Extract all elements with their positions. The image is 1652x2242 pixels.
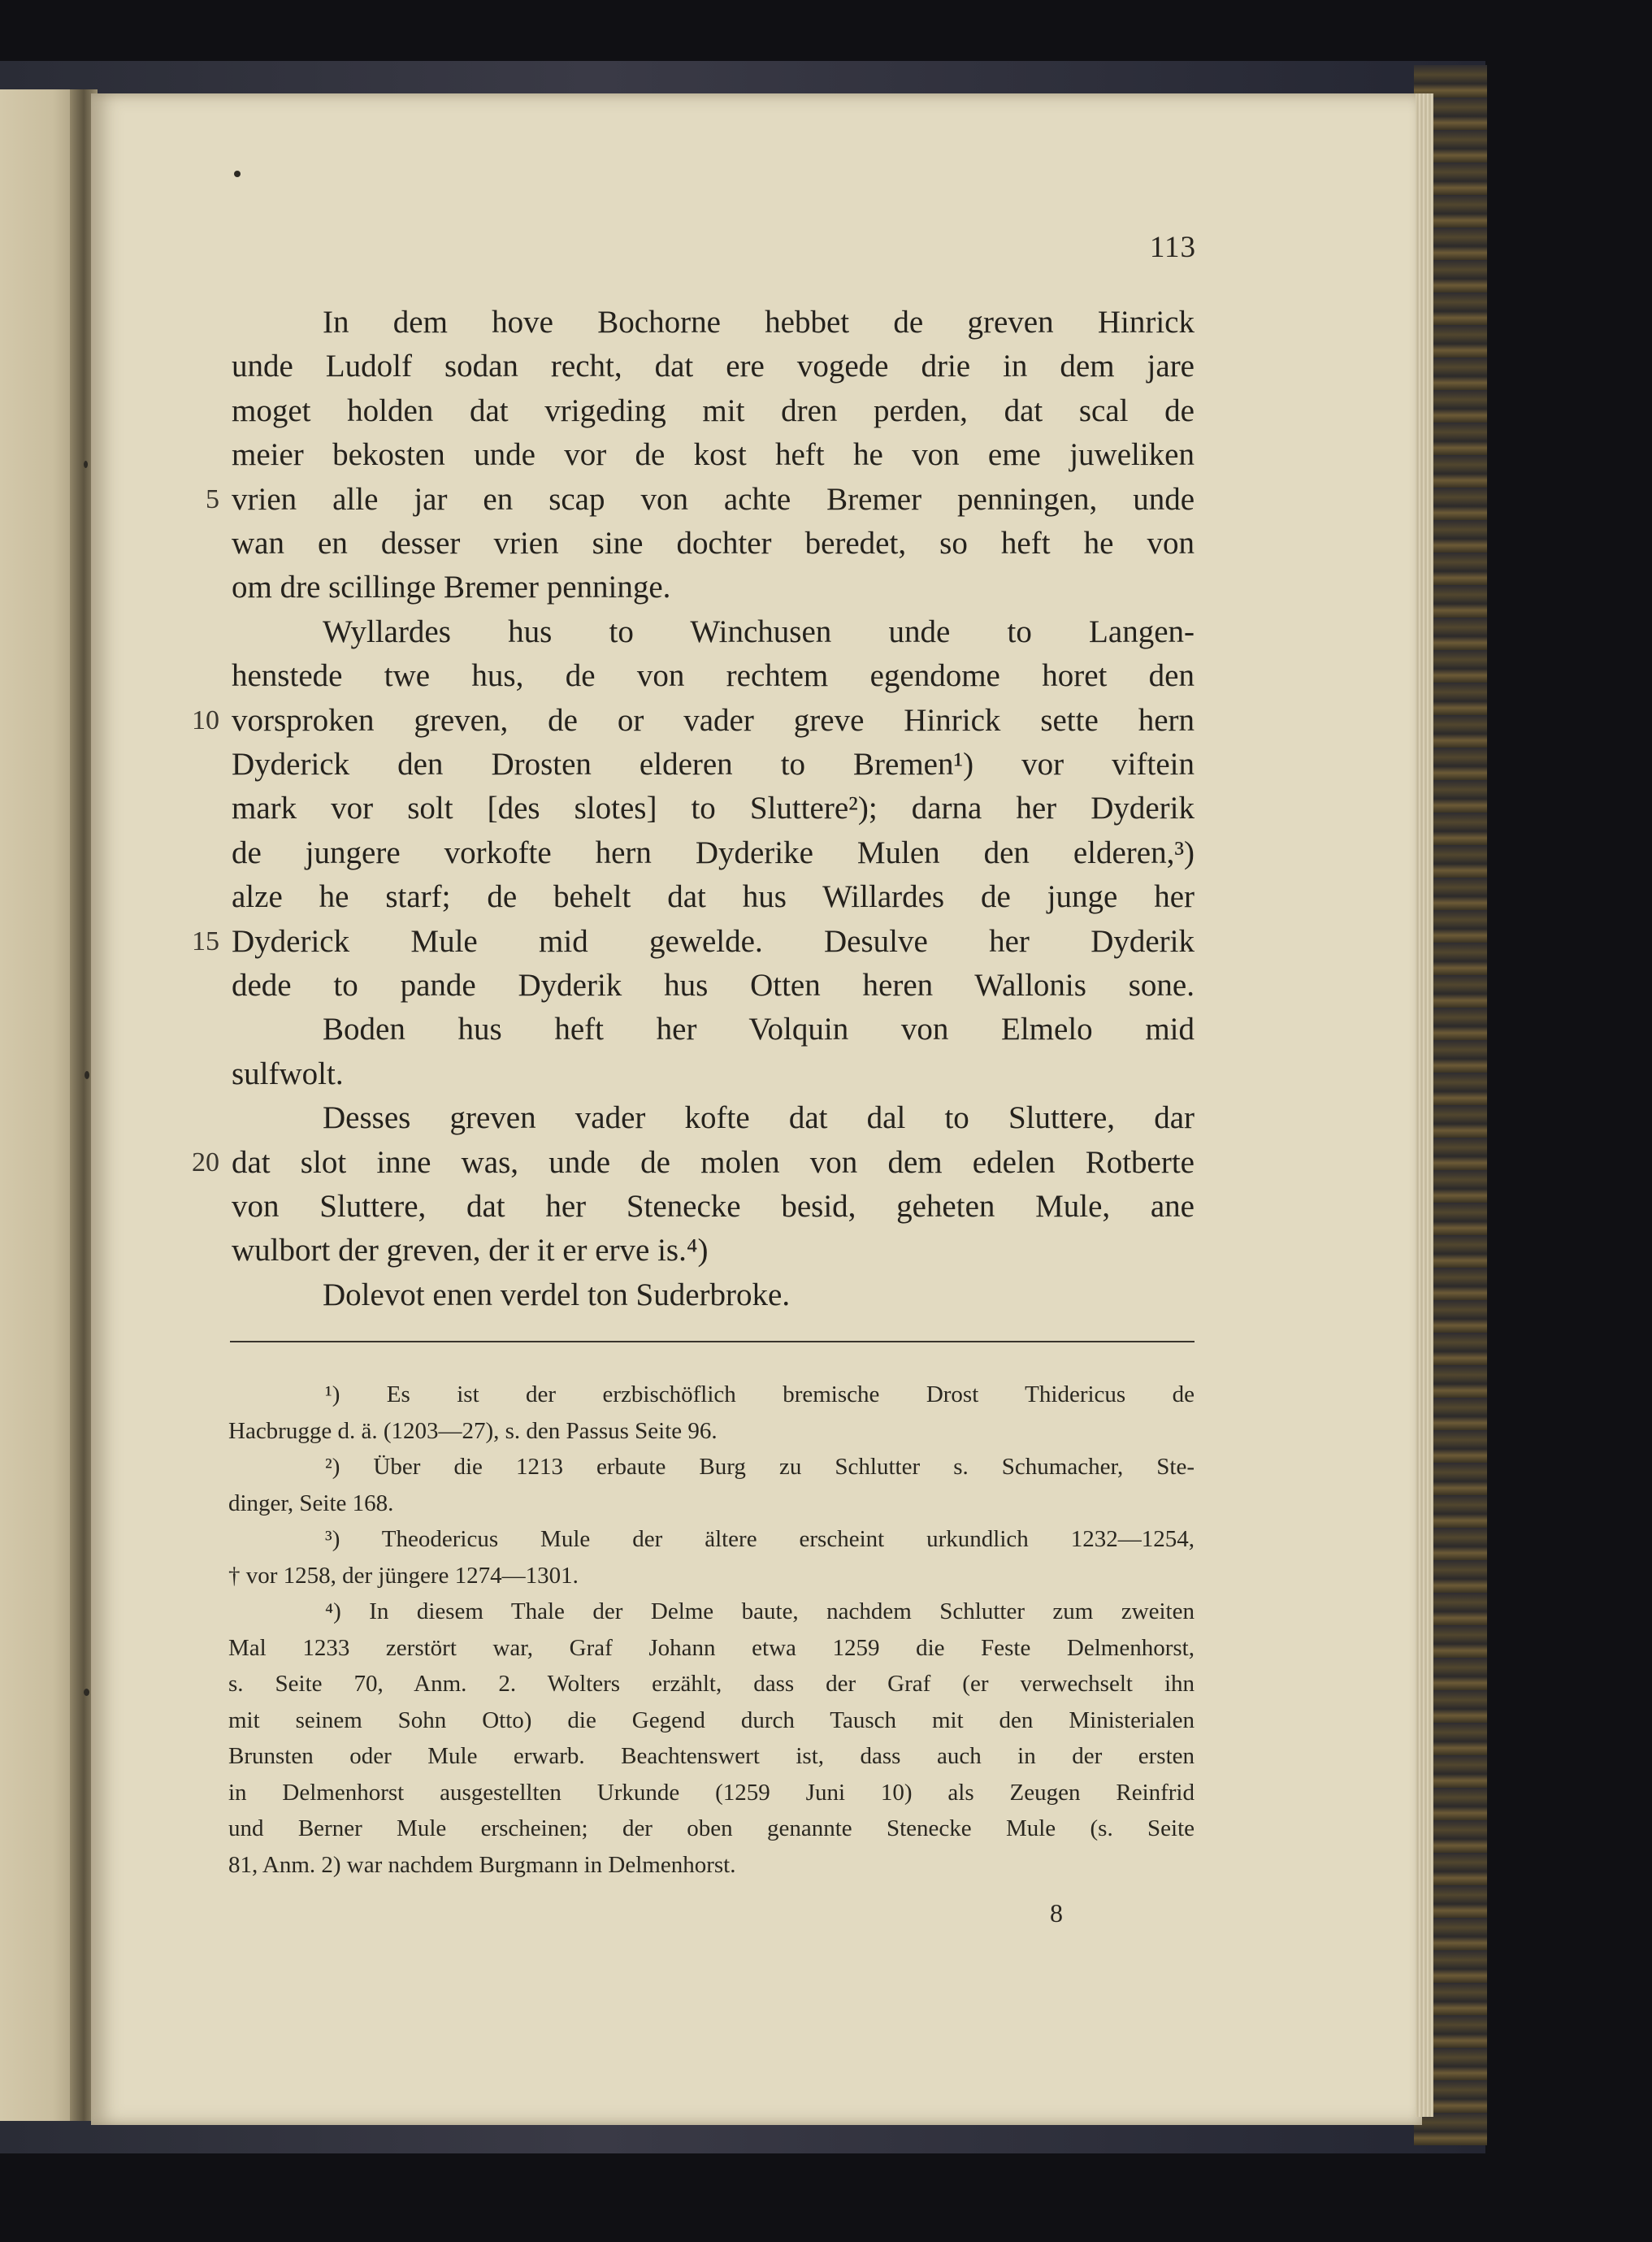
body-line: Dyderick Mule mid gewelde. Desulve her Dyderik bbox=[232, 924, 1195, 959]
body-line: dat slot inne was, unde de molen von dem edelen Rotberte bbox=[232, 1145, 1195, 1180]
ink-speck bbox=[85, 1071, 89, 1079]
body-line: sulfwolt. bbox=[232, 1056, 344, 1091]
body-line: Dolevot enen verdel ton Suderbroke. bbox=[323, 1277, 791, 1312]
body-line: vrien alle jar en scap von achte Bremer penningen, unde bbox=[232, 482, 1195, 517]
page-number: 113 bbox=[1149, 231, 1196, 264]
body-line: henstede twe hus, de von rechtem egendome horet den bbox=[232, 658, 1195, 693]
body-line: moget holden dat vrigeding mit dren perden, dat scal de bbox=[232, 393, 1195, 428]
body-line: de jungere vorkofte hern Dyderike Mulen den elderen,³) bbox=[232, 835, 1195, 870]
footnote-line: † vor 1258, der jüngere 1274—1301. bbox=[228, 1563, 579, 1589]
body-line: In dem hove Bochorne hebbet de greven Hinrick bbox=[323, 305, 1195, 340]
body-line: mark vor solt [des slotes] to Sluttere²); darna her Dyderik bbox=[232, 791, 1195, 826]
footnote-line: ²) Über die 1213 erbaute Burg zu Schlutter s. Schumacher, Ste- bbox=[325, 1454, 1195, 1480]
body-line: Boden hus heft her Volquin von Elmelo mid bbox=[323, 1012, 1195, 1047]
footnote-line: Brunsten oder Mule erwarb. Beachtenswert ist, dass auch in der ersten bbox=[228, 1743, 1195, 1769]
line-number: 5 bbox=[206, 484, 219, 514]
footnote-line: ³) Theodericus Mule der ältere erscheint urkundlich 1232—1254, bbox=[325, 1526, 1195, 1552]
page-block-edge bbox=[1416, 93, 1433, 2117]
footnote-rule bbox=[230, 1341, 1195, 1342]
line-number: 20 bbox=[192, 1147, 219, 1177]
body-line: unde Ludolf sodan recht, dat ere vogede drie in dem jare bbox=[232, 349, 1195, 384]
body-line: vorsproken greven, de or vader greve Hinrick sette hern bbox=[232, 703, 1195, 738]
left-page-edge bbox=[0, 89, 81, 2121]
line-number: 15 bbox=[192, 926, 219, 956]
footnote-line: 81, Anm. 2) war nachdem Burgmann in Delmenhorst. bbox=[228, 1852, 736, 1878]
footnote-line: s. Seite 70, Anm. 2. Wolters erzählt, dass der Graf (er verwechselt ihn bbox=[228, 1671, 1195, 1697]
signature-mark: 8 bbox=[1050, 1898, 1063, 1928]
body-line: Dyderick den Drosten elderen to Bremen¹) vor viftein bbox=[232, 747, 1195, 782]
body-line: om dre scillinge Bremer penninge. bbox=[232, 570, 671, 605]
footnote-line: dinger, Seite 168. bbox=[228, 1490, 394, 1516]
body-line: Desses greven vader kofte dat dal to Sluttere, dar bbox=[323, 1100, 1195, 1135]
body-line: von Sluttere, dat her Stenecke besid, geheten Mule, ane bbox=[232, 1189, 1195, 1224]
footnote-line: Mal 1233 zerstört war, Graf Johann etwa 1259 die Feste Delmenhorst, bbox=[228, 1635, 1195, 1661]
body-line: wan en desser vrien sine dochter beredet, so heft he von bbox=[232, 526, 1195, 561]
body-line: Wyllardes hus to Winchusen unde to Langen- bbox=[323, 614, 1195, 649]
line-number: 10 bbox=[192, 705, 219, 735]
footnote-line: ¹) Es ist der erzbischöflich bremische Drost Thidericus de bbox=[325, 1381, 1195, 1407]
ink-speck bbox=[234, 171, 241, 177]
footnote-line: Hacbrugge d. ä. (1203—27), s. den Passus Seite 96. bbox=[228, 1418, 718, 1444]
footnote-line: und Berner Mule erscheinen; der oben genannte Stenecke Mule (s. Seite bbox=[228, 1815, 1195, 1841]
ink-speck bbox=[84, 1689, 89, 1696]
ink-speck bbox=[84, 461, 88, 468]
body-line: wulbort der greven, der it er erve is.⁴) bbox=[232, 1233, 709, 1268]
footnote-line: ⁴) In diesem Thale der Delme baute, nachdem Schlutter zum zweiten bbox=[325, 1598, 1195, 1624]
body-line: meier bekosten unde vor de kost heft he von eme juweliken bbox=[232, 437, 1195, 472]
footnote-line: mit seinem Sohn Otto) die Gegend durch Tausch mit den Ministerialen bbox=[228, 1707, 1195, 1733]
body-line: dede to pande Dyderik hus Otten heren Wallonis sone. bbox=[232, 968, 1195, 1003]
body-line: alze he starf; de behelt dat hus Willardes de junge her bbox=[232, 879, 1195, 914]
footnote-line: in Delmenhorst ausgestellten Urkunde (1259 Juni 10) als Zeugen Reinfrid bbox=[228, 1780, 1195, 1806]
